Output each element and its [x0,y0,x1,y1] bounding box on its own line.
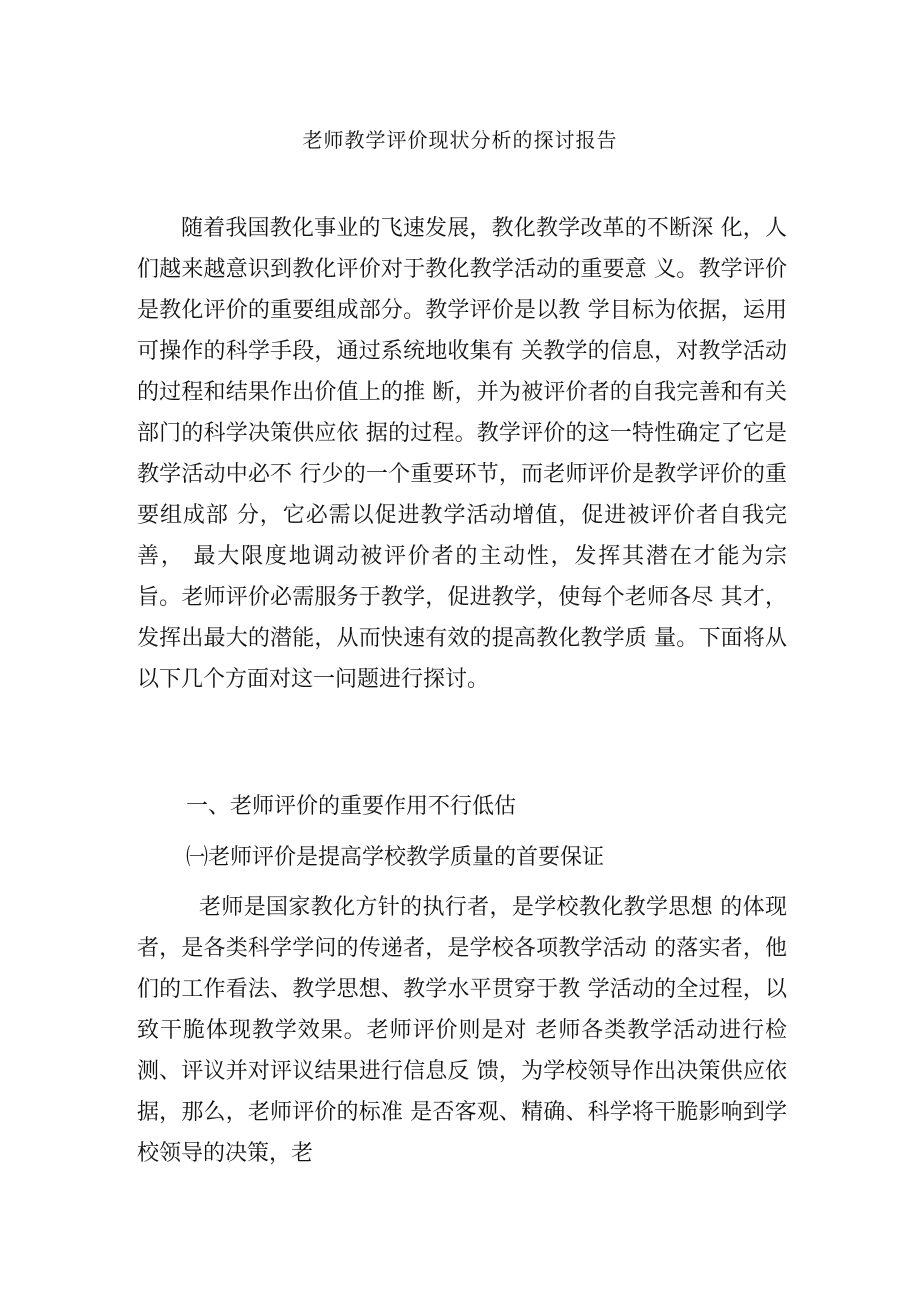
section-heading: 一、老师评价的重要作用不行低估 [186,794,517,819]
intro-paragraph: 随着我国教化事业的飞速发展，教化教学改革的不断深 化，人们越来越意识到教化评价对于教化教学活动的重要意 义。教学评价是教化评价的重要组成部分。教学评价是以教 学目标为依据，运用可操作的科学手段，通过系统地收集有 关教学的信息，对教学活动的过程和结果作出价值上的推 断，并为被评价者的自我完善和有关部门的科学决策供应依 据的过程。教学评价的这一特性确定了它是教学活动中必不 行少的一个重要环节，而老师评价是教学评价的重要组成部 分，它必需以促进教学活动增值，促进被评价者自我完善， 最大限度地调动被评价者的主动性，发挥其潜在才能为宗 旨。老师评价必需服务于教学，促进教学，使每个老师各尽 其才，发挥出最大的潜能，从而快速有效的提高教化教学质 量。下面将从以下几个方面对这一问题进行探讨。 [137,216,787,692]
body-paragraph: 老师是国家教化方针的执行者，是学校教化教学思想 的体现者，是各类科学学问的传递者，是学校各项教学活动 的落实者，他们的工作看法、教学思想、教学水平贯穿于教 学活动的全过程，以致干脆体现教学效果。老师评价则是对 老师各类教学活动进行检测、评议并对评议结果进行信息反 馈，为学校领导作出决策供应依据，那么，老师评价的标准 是否客观、精确、科学将干脆影响到学校领导的决策，老 [137,895,787,1166]
subsection-heading: ㈠老师评价是提高学校教学质量的首要保证 [186,845,605,870]
document-title: 老师教学评价现状分析的探讨报告 [302,128,618,152]
